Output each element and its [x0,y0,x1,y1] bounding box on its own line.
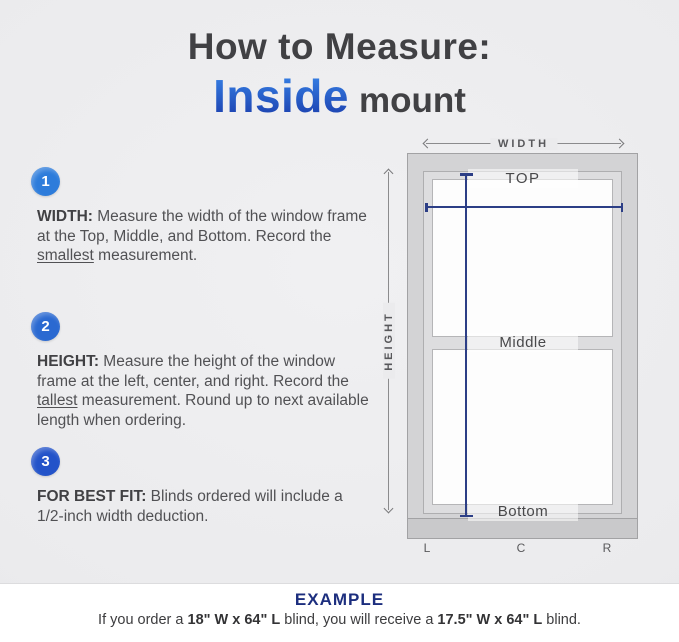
marker-center: C [516,541,526,555]
width-measure-left-tick [425,203,428,212]
example-footer [0,583,679,642]
height-arrow-label: HEIGHT [383,303,395,379]
step-1-text [37,207,373,266]
example-text-end: blind. [542,612,581,628]
window-pane-top [432,179,613,337]
marker-left: L [423,541,431,555]
step-2-text [37,352,373,430]
arrow-right-icon [615,139,625,149]
width-arrow-label: WIDTH [490,138,557,150]
step-1-number-badge: 1 [31,167,60,196]
example-text [0,612,679,628]
step-3 [28,447,373,526]
title-line1: How to Measure: [187,26,492,67]
title-highlight-inside: Inside [213,70,349,122]
marker-right: R [602,541,612,555]
example-text-middle: blind, you will receive a [280,612,438,628]
window-measure-diagram [380,135,672,575]
step-2-label: HEIGHT: [37,353,99,370]
title-line2 [0,69,679,123]
example-ordered-size: 18" W x 64" L [187,612,281,628]
step-1-label: WIDTH: [37,208,93,225]
arrow-up-icon [384,169,394,179]
step-3-body: Blinds ordered will include a 1/2-inch width deduction. [37,488,343,525]
step-2-body: Measure the height of the window frame at the left, center, and right. Record the [37,353,349,390]
label-top: TOP [468,169,578,188]
page-title [0,26,679,123]
step-3-number-badge: 3 [31,447,60,476]
width-measure-line [426,206,622,208]
step-2-number-badge: 2 [31,312,60,341]
label-bottom: Bottom [468,502,578,521]
width-measure-bar [426,206,622,208]
step-3-text [37,487,373,526]
height-measure-line [465,174,467,516]
example-heading: EXAMPLE [294,590,385,609]
example-text-start: If you order a [98,612,188,628]
label-middle: Middle [468,333,578,352]
step-2 [28,312,373,430]
height-arrow [383,170,395,512]
width-arrow [424,138,623,150]
example-received-size: 17.5" W x 64" L [437,612,543,628]
width-measure-right-tick [621,203,624,212]
window-sill [407,518,638,539]
step-1-underlined-word: smallest [37,247,94,264]
arrow-left-icon [423,139,433,149]
arrow-down-icon [384,504,394,514]
height-measure-top-tick [460,173,473,176]
step-2-body-end: measurement. Round up to next available length when ordering. [37,392,369,429]
title-suffix-mount: mount [359,81,466,120]
step-1-body-end: measurement. [93,247,198,264]
step-3-label: FOR BEST FIT: [37,488,147,505]
step-2-underlined-word: tallest [37,392,78,409]
height-measure-bar [465,174,467,516]
height-measure-bottom-tick [460,515,473,518]
step-1 [28,167,373,266]
step-1-body: Measure the width of the window frame at the Top, Middle, and Bottom. Record the [37,208,367,245]
window-pane-bottom [432,349,613,505]
